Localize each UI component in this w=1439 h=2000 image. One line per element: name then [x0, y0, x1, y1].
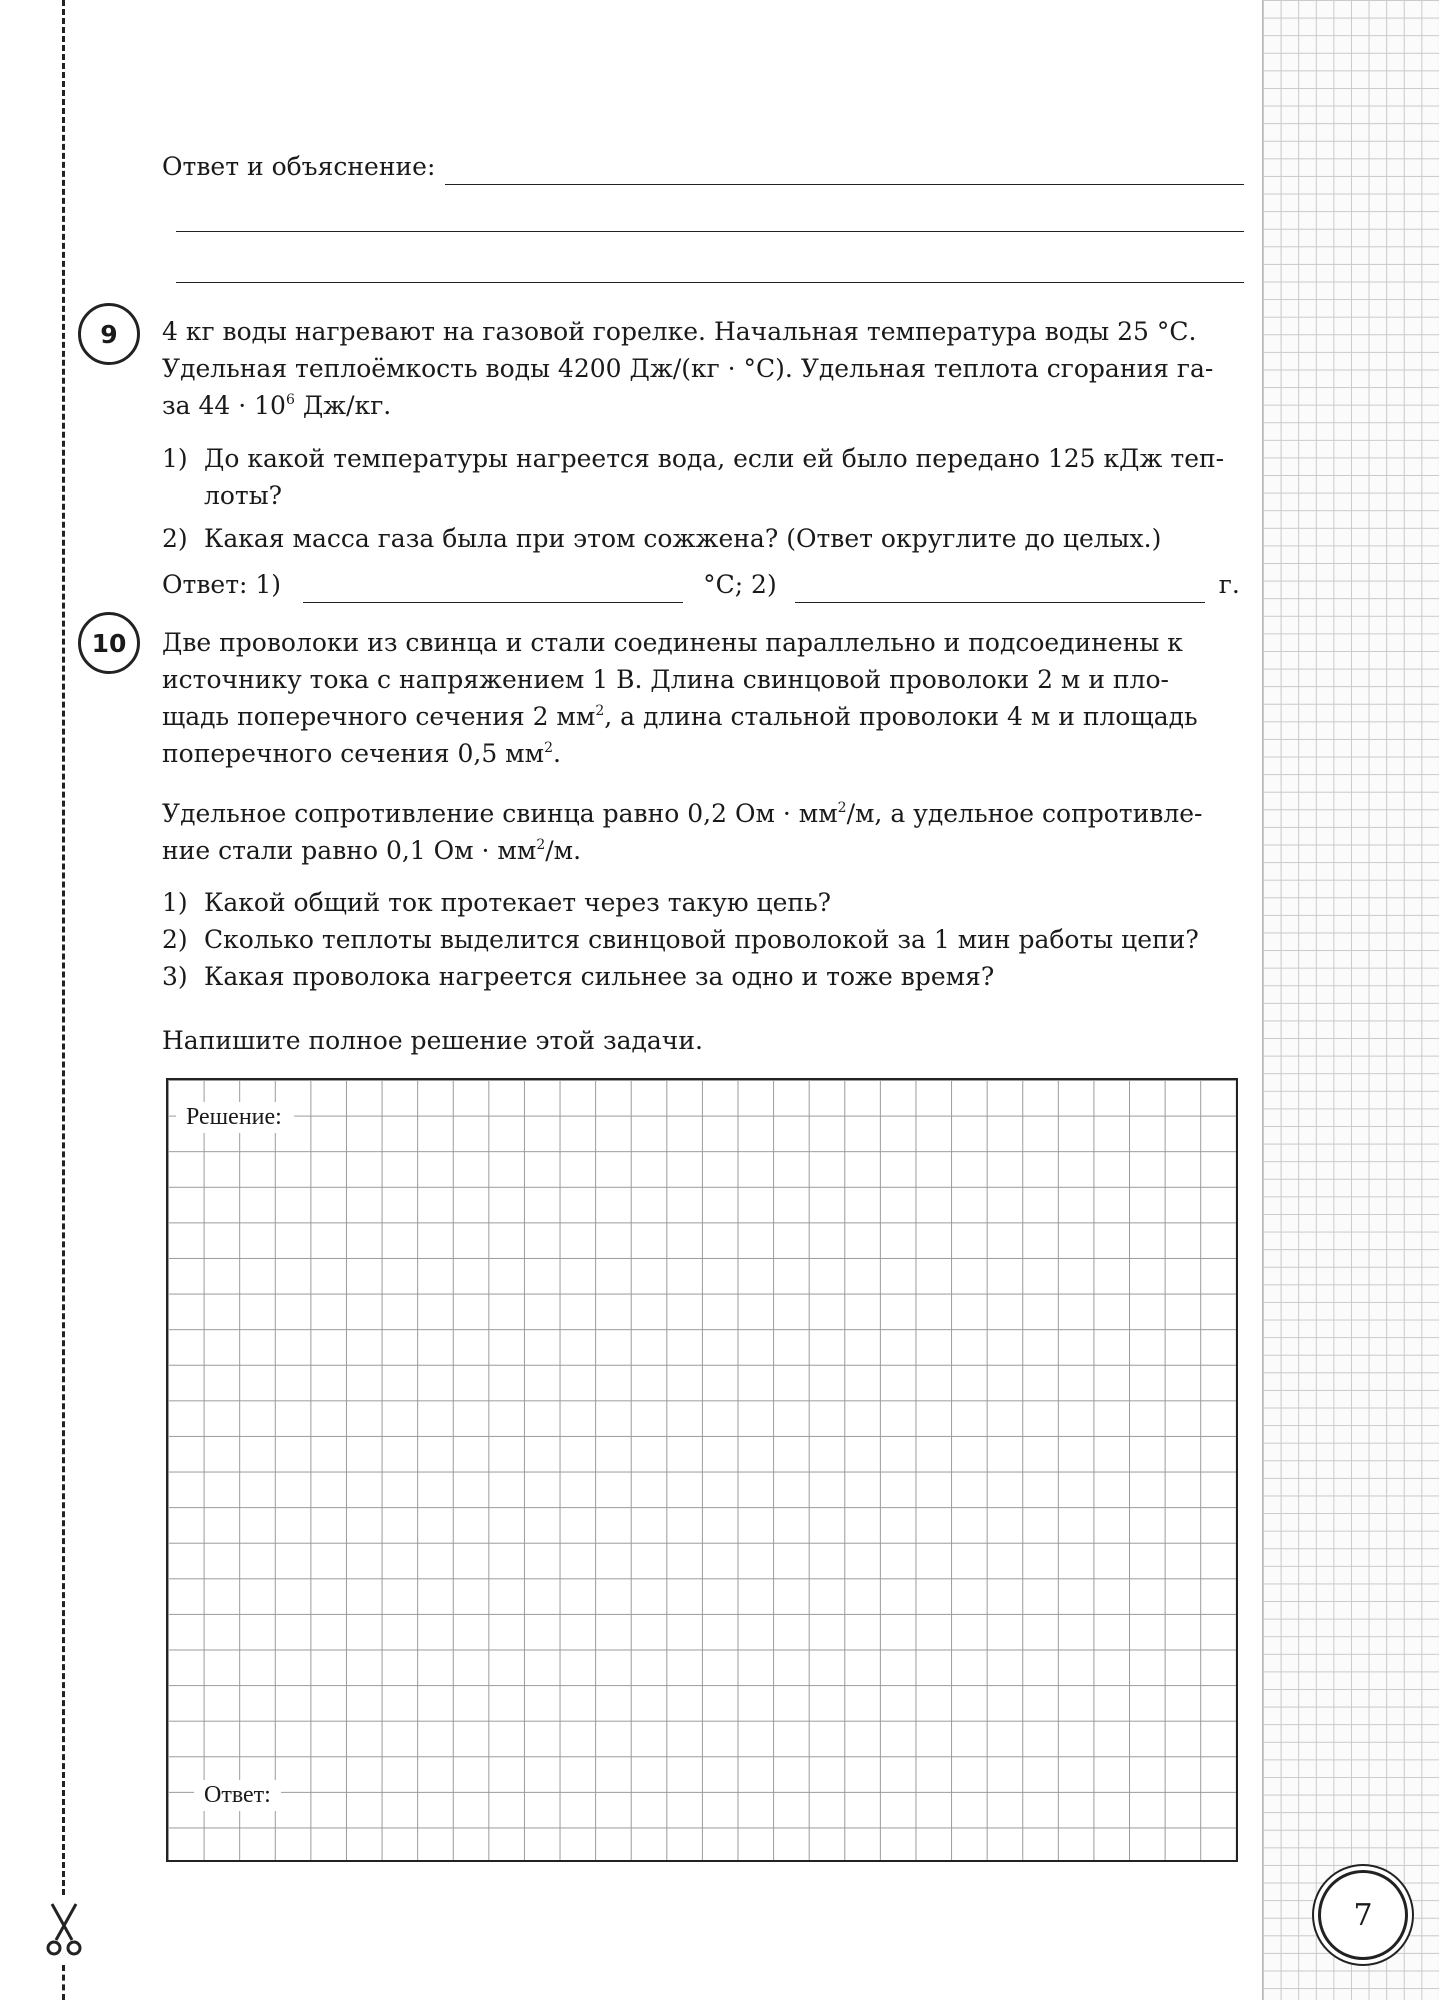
cut-line-bottom [62, 1965, 65, 2000]
q9-line-3-suffix: Дж/кг. [294, 391, 392, 420]
q10-p2-line-2 [162, 832, 1247, 869]
q10-item-3-text: Какая проволока нагреется сильнее за одно и тоже время? [204, 962, 995, 991]
q10-p1-line-3-suffix: , а длина стальной проволоки 4 м и площадь [604, 702, 1198, 731]
q10-instruction: Напишите полное решение этой задачи. [162, 1026, 703, 1055]
q9-paragraph [162, 313, 1247, 424]
answer-explanation-label: Ответ и объяснение: [162, 152, 436, 181]
q10-p1-line-4-suffix: . [553, 739, 561, 768]
q9-exponent: 6 [285, 392, 295, 408]
page-number: 7 [1318, 1870, 1408, 1960]
q9-answer-row [162, 566, 1247, 603]
scissors-icon [44, 1900, 84, 1960]
answer-explanation-line-2[interactable] [176, 231, 1244, 232]
solution-label: Решение: [176, 1102, 294, 1133]
q9-item-2 [162, 520, 1247, 557]
q10-p1-line-3 [162, 698, 1247, 735]
q9-answer-unit-2: г. [1218, 570, 1240, 599]
q9-line-3 [162, 387, 1247, 424]
q9-item-2-num: 2) [162, 524, 188, 553]
solution-answer-label: Ответ: [194, 1780, 281, 1811]
q10-p2-line-1-suffix: /м, а удельное сопротивле- [846, 799, 1203, 828]
q9-line-3-prefix: за 44 · 10 [162, 391, 286, 420]
q10-p1-line-3-exp: 2 [595, 703, 605, 719]
q10-item-3 [162, 958, 1247, 995]
answer-explanation-row [162, 148, 1244, 185]
q9-answer-label: Ответ: 1) [162, 570, 282, 599]
q10-paragraph-1 [162, 624, 1247, 772]
q10-item-1-text: Какой общий ток протекает через такую цепь? [204, 888, 832, 917]
q10-item-2 [162, 921, 1247, 958]
q10-p2-line-2-suffix: /м. [545, 836, 582, 865]
q9-item-1-num: 1) [162, 444, 188, 473]
question-number-10: 10 [78, 612, 140, 674]
cut-line [62, 0, 65, 1895]
question-number-9: 9 [78, 303, 140, 365]
q9-line-2: Удельная теплоёмкость воды 4200 Дж/(кг · °С). Удельная теплота сгорания га- [162, 354, 1214, 383]
q10-item-2-num: 2) [162, 925, 188, 954]
q9-item-2-text: Какая масса газа была при этом сожжена? (Ответ округлите до целых.) [204, 524, 1162, 553]
q10-item-1-num: 1) [162, 888, 188, 917]
q10-item-1 [162, 884, 1247, 921]
solution-box[interactable] [166, 1078, 1238, 1862]
q9-answer-field-2[interactable] [795, 574, 1205, 603]
answer-explanation-line-3[interactable] [176, 282, 1244, 283]
q9-answer-unit-1: °С; 2) [703, 570, 777, 599]
q10-p1-line-3-prefix: щадь поперечного сечения 2 мм [162, 702, 596, 731]
q10-items [162, 884, 1247, 995]
q10-p1-line-4-exp: 2 [544, 740, 553, 756]
q10-p2-line-1 [162, 795, 1247, 832]
q10-item-3-num: 3) [162, 962, 188, 991]
q9-item-1 [162, 440, 1247, 514]
q9-item-1-text: До какой температуры нагреется вода, если ей было передано 125 кДж теп- лоты? [204, 444, 1225, 510]
answer-explanation-field[interactable] [445, 156, 1244, 185]
q9-line-1: 4 кг воды нагревают на газовой горелке. Начальная температура воды 25 °С. [162, 317, 1197, 346]
q10-p2-line-1-prefix: Удельное сопротивление свинца равно 0,2 Ом · мм [162, 799, 838, 828]
q9-items [162, 440, 1247, 557]
q10-p2-line-2-prefix: ние стали равно 0,1 Ом · мм [162, 836, 537, 865]
q9-answer-field-1[interactable] [303, 574, 683, 603]
q10-p2-line-1-exp: 2 [837, 800, 847, 816]
q10-p1-line-4-prefix: поперечного сечения 0,5 мм [162, 739, 545, 768]
q10-p1-line-4 [162, 735, 1247, 772]
q10-p2-line-2-exp: 2 [536, 837, 546, 853]
q10-paragraph-2 [162, 795, 1247, 869]
margin-grid [1262, 0, 1439, 2000]
q10-p1-line-1: Две проволоки из свинца и стали соединены параллельно и подсоединены к [162, 628, 1183, 657]
q10-item-2-text: Сколько теплоты выделится свинцовой проволокой за 1 мин работы цепи? [204, 925, 1199, 954]
q10-p1-line-2: источнику тока с напряжением 1 В. Длина свинцовой проволоки 2 м и пло- [162, 665, 1169, 694]
